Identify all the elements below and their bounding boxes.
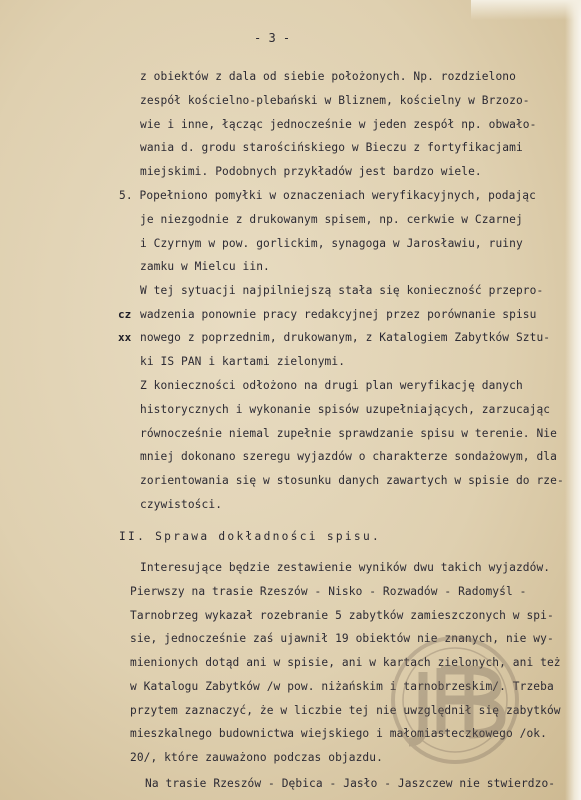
text-line: czywistości. bbox=[140, 498, 223, 511]
section-heading: II. Sprawa dokładności spisu. bbox=[119, 530, 382, 543]
text-line: zorientowania się w stosunku danych zawartych w spisie do rze- bbox=[140, 474, 564, 487]
text-line: 5. Popełniono pomyłki w oznaczeniach weryfikacyjnych, podając bbox=[119, 189, 536, 202]
text-line: w Katalogu Zabytków /w pow. niżańskim i tarnobrzeskim/. Trzeba bbox=[130, 680, 554, 693]
text-line: i Czyrnym w pow. gorlickim, synagoga w Jarosławiu, ruiny bbox=[140, 237, 523, 250]
text-line: historycznych i wykonanie spisów uzupełniających, zarzucając bbox=[140, 403, 551, 416]
library-stamp-icon bbox=[385, 630, 525, 770]
text-line: wie i inne, łącząc jednocześnie w jeden zespół np. obwało- bbox=[140, 118, 537, 131]
text-line: wadzenia ponownie pracy redakcyjnej przez porównanie spisu bbox=[140, 308, 537, 321]
text-line: sie, jednocześnie zaś ujawnił 19 obiektów nie znanych, nie wy- bbox=[130, 632, 554, 645]
text-line: Pierwszy na trasie Rzeszów - Nisko - Rozwadów - Radomyśl - bbox=[130, 585, 527, 598]
text-line: W tej sytuacji najpilniejszą stała się konieczność przepro- bbox=[140, 284, 544, 297]
text-line: Z konieczności odłożono na drugi plan weryfikację danych bbox=[140, 379, 523, 392]
text-line: zespół kościelno-plebański w Bliznem, kościelny w Brzozo- bbox=[140, 94, 530, 107]
text-line: Na trasie Rzeszów - Dębica - Jasło - Jaszczew nie stwierdzo- bbox=[145, 777, 556, 790]
text-line: mienionych dotąd ani w spisie, ani w kartach zielonych, ani też bbox=[130, 656, 561, 669]
text-line: ki IS PAN i kartami zielonymi. bbox=[140, 355, 346, 368]
paper-corner bbox=[471, 0, 581, 20]
text-line: 20/, które zauważono podczas objazdu. bbox=[130, 751, 383, 764]
text-line: mniej dokonano szeregu wyjazdów o charakterze sondażowym, dla bbox=[140, 450, 557, 463]
text-line: miejskimi. Podobnych przykładów jest bardzo wiele. bbox=[140, 165, 482, 178]
text-line: mieszkalnego budownictwa wiejskiego i małomiasteczkowego /ok. bbox=[130, 727, 547, 740]
struck-mark: xx bbox=[118, 331, 132, 344]
page-number: - 3 - bbox=[254, 31, 291, 45]
text-line: równocześnie niemal zupełnie sprawdzanie spisu w terenie. Nie bbox=[140, 427, 557, 440]
text-line: je niezgodnie z drukowanym spisem, np. cerkwie w Czarnej bbox=[140, 213, 523, 226]
text-line: z obiektów z dala od siebie położonych. Np. rozdzielono bbox=[140, 70, 516, 83]
text-line: Tarnobrzeg wykazał rozebranie 5 zabytków zamieszczonych w spi- bbox=[130, 609, 554, 622]
text-line: przytem zaznaczyć, że w liczbie tej nie uwzględnił się zabytków bbox=[130, 704, 561, 717]
text-line: Interesujące będzie zestawienie wyników dwu takich wyjazdów. bbox=[140, 561, 551, 574]
text-line: nowego z poprzednim, drukowanym, z Katalogiem Zabytków Sztu- bbox=[140, 331, 551, 344]
text-line: wania d. grodu starościńskiego w Bieczu z fortyfikacjami bbox=[140, 141, 523, 154]
struck-mark: cz bbox=[118, 308, 132, 321]
text-line: zamku w Mielcu iin. bbox=[140, 260, 270, 273]
paper-edge bbox=[565, 0, 581, 800]
